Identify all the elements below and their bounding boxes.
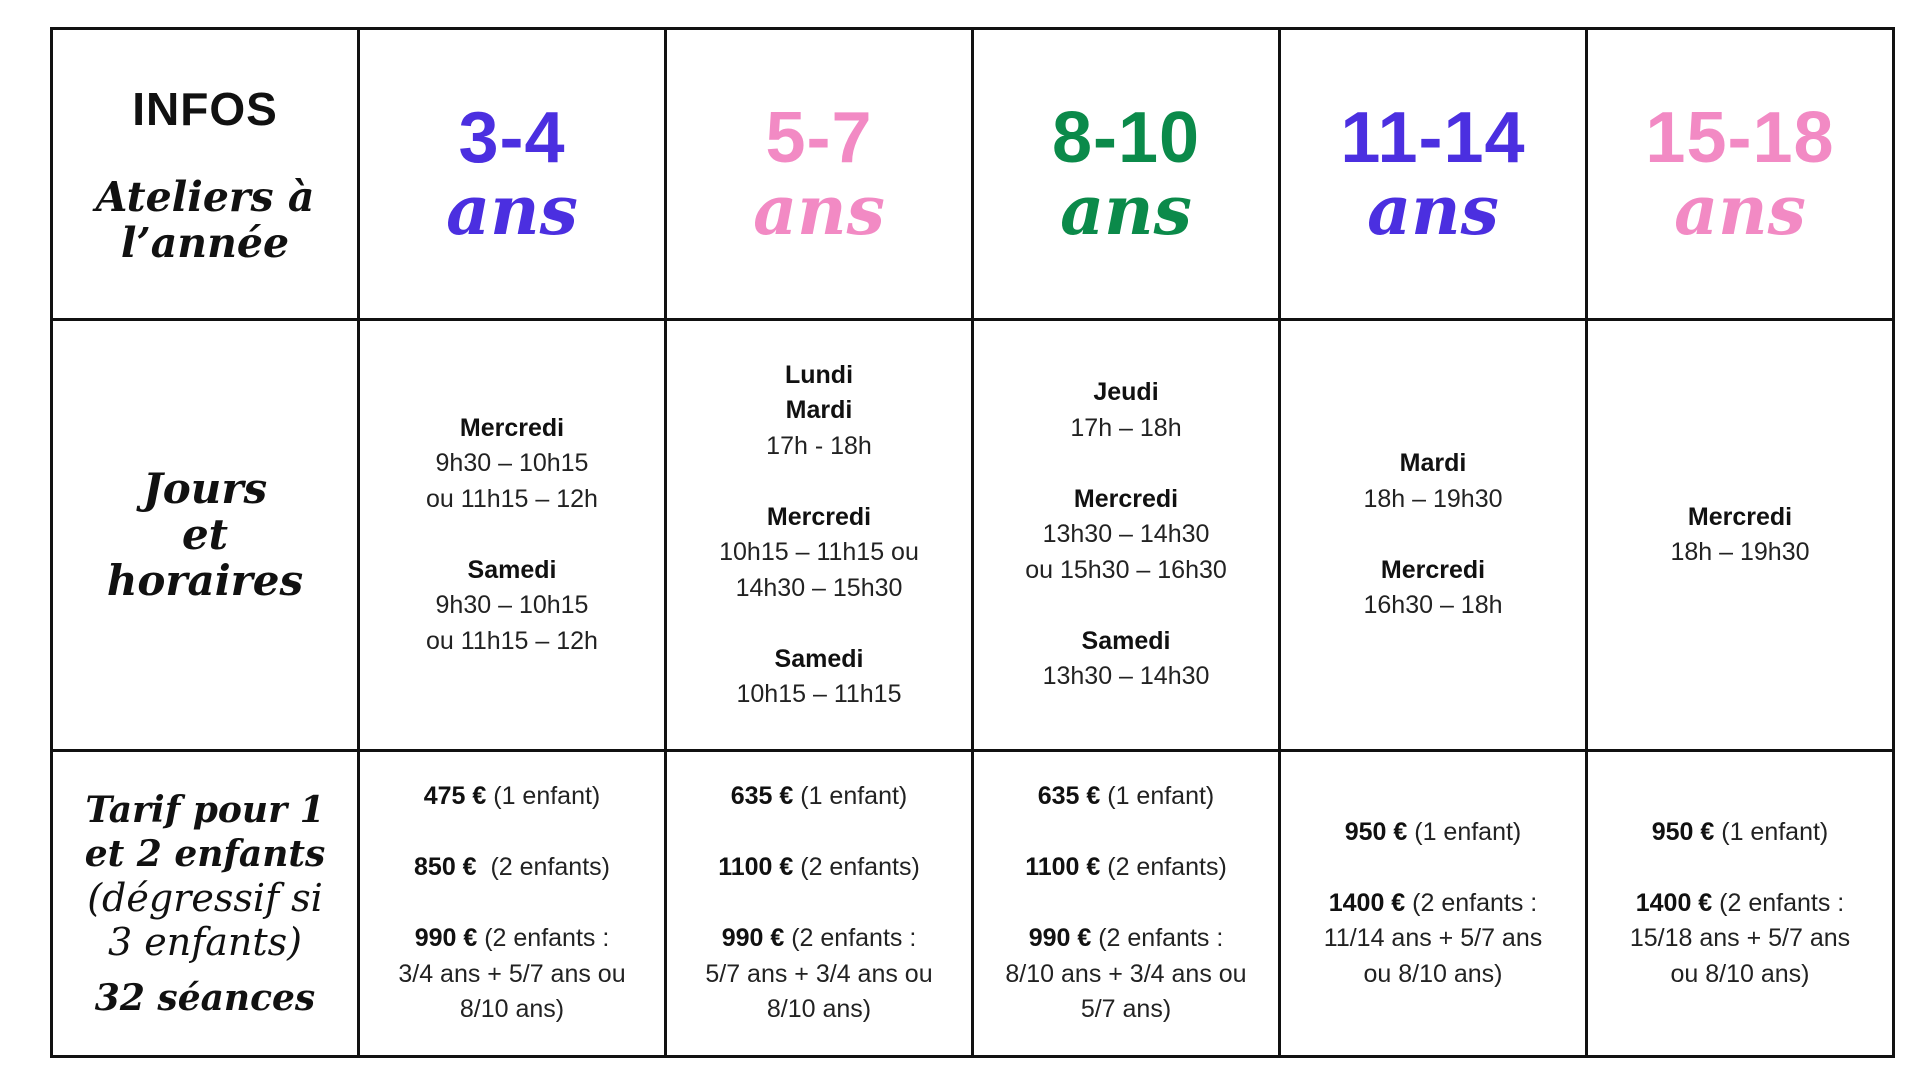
age-header-5-7: [666, 29, 973, 320]
price-label: (2 enfants :: [1405, 888, 1538, 917]
ateliers-subtitle: [53, 174, 357, 266]
price-detail: 3/4 ans + 5/7 ans ou: [398, 959, 626, 988]
price-detail: 8/10 ans): [459, 995, 565, 1024]
age-ans-label: ans: [1060, 171, 1192, 251]
price-text: [360, 779, 664, 1028]
age-header-8-10: [973, 29, 1280, 320]
price-line: [1588, 815, 1892, 851]
tarif-cell: [52, 751, 359, 1057]
price-line: [974, 921, 1278, 957]
price-amount: 950 €: [1651, 817, 1715, 846]
price-detail: 15/18 ans + 5/7 ans: [1629, 924, 1851, 953]
price-line: [1281, 815, 1585, 851]
price-amount: 990 €: [414, 924, 478, 953]
schedule-cell-8-10: [973, 320, 1280, 751]
schedule-time: 9h30 – 10h15: [435, 591, 589, 620]
price-label: (2 enfants): [476, 853, 610, 882]
price-label: (1 enfant): [486, 782, 601, 811]
price-line: [974, 779, 1278, 815]
price-label: (2 enfants :: [784, 924, 917, 953]
price-detail: 8/10 ans + 3/4 ans ou: [1005, 959, 1247, 988]
tarif-line-2: et 2 enfants: [84, 832, 326, 875]
seances-count: 32 séances: [94, 976, 316, 1019]
age-range-label: 3-4: [458, 98, 566, 178]
age-range-label: 5-7: [765, 98, 873, 178]
age-range-label: 15-18: [1645, 98, 1835, 178]
schedule-time: 13h30 – 14h30: [1042, 662, 1210, 691]
tarif-title: [53, 788, 357, 876]
price-label: (2 enfants): [1100, 853, 1227, 882]
tarif-line-3: (dégressif si: [87, 875, 323, 920]
price-line: [360, 850, 664, 886]
schedule-day: Mercredi: [1073, 484, 1179, 513]
schedule-time: 9h30 – 10h15: [435, 449, 589, 478]
schedule-time: 16h30 – 18h: [1363, 591, 1503, 620]
schedule-text: [1588, 500, 1892, 571]
price-text: [667, 779, 971, 1028]
price-detail: 8/10 ans): [766, 995, 872, 1024]
price-amount: 1400 €: [1328, 888, 1406, 917]
price-detail: 5/7 ans): [1080, 995, 1172, 1024]
price-detail: 11/14 ans + 5/7 ans: [1323, 924, 1543, 953]
price-cell-8-10: [973, 751, 1280, 1057]
price-amount: 635 €: [730, 782, 794, 811]
schedule-day: Mercredi: [1687, 502, 1793, 531]
schedule-day: Mercredi: [766, 502, 872, 531]
price-text: [1281, 815, 1585, 993]
jours-horaires-cell: [52, 320, 359, 751]
price-label: (2 enfants :: [1091, 924, 1224, 953]
schedule-day: Jeudi: [1093, 378, 1159, 407]
ateliers-line-2: l’année: [120, 219, 290, 267]
schedule-time: 18h – 19h30: [1363, 484, 1503, 513]
price-cell-3-4: [359, 751, 666, 1057]
price-detail: ou 8/10 ans): [1670, 959, 1810, 988]
price-amount: 475 €: [423, 782, 487, 811]
schedule-day: Mercredi: [1380, 555, 1486, 584]
price-amount: 990 €: [721, 924, 785, 953]
jours-horaires-label: [53, 466, 357, 604]
age-ans-label: ans: [1674, 171, 1806, 251]
price-cell-5-7: [666, 751, 973, 1057]
schedule-time: ou 11h15 – 12h: [426, 484, 598, 513]
price-line: [1281, 886, 1585, 922]
schedule-day: Mardi: [1399, 449, 1467, 478]
schedule-time: 10h15 – 11h15: [736, 680, 902, 708]
price-detail: 5/7 ans + 3/4 ans ou: [705, 959, 933, 988]
schedule-time: 10h15 – 11h15 ou: [719, 538, 919, 566]
price-line: [974, 850, 1278, 886]
price-amount: 635 €: [1037, 782, 1101, 811]
schedule-time: 14h30 – 15h30: [735, 573, 903, 602]
price-label: (2 enfants): [793, 853, 920, 882]
price-label: (1 enfant): [1714, 817, 1829, 846]
jours-line-1: Jours: [142, 464, 268, 513]
price-detail: ou 8/10 ans): [1363, 959, 1503, 988]
age-header-3-4: [359, 29, 666, 320]
price-amount: 850 €: [414, 853, 477, 882]
schedule-cell-3-4: [359, 320, 666, 751]
schedule-day: Samedi: [774, 644, 864, 673]
price-amount: 1100 €: [718, 853, 794, 882]
schedule-cell-5-7: [666, 320, 973, 751]
price-cell-15-18: [1587, 751, 1894, 1057]
schedule-cell-11-14: [1280, 320, 1587, 751]
price-label: (1 enfant): [1407, 817, 1522, 846]
pricing-schedule-table: [50, 27, 1895, 1058]
schedule-text: [667, 358, 971, 713]
price-line: [667, 850, 971, 886]
age-header-15-18: [1587, 29, 1894, 320]
schedule-time: 18h – 19h30: [1670, 538, 1810, 566]
price-line: [667, 921, 971, 957]
schedule-time: ou 11h15 – 12h: [426, 626, 598, 655]
schedule-text: [974, 375, 1278, 695]
schedule-day: Samedi: [1081, 626, 1171, 655]
price-label: (2 enfants :: [477, 924, 610, 953]
price-line: [360, 921, 664, 957]
infos-header-cell: [52, 29, 359, 320]
schedule-cell-15-18: [1587, 320, 1894, 751]
price-amount: 990 €: [1028, 924, 1092, 953]
jours-line-2: et: [181, 510, 229, 559]
price-text: [974, 779, 1278, 1028]
schedule-day: Samedi: [467, 555, 557, 584]
schedule-time: 17h - 18h: [766, 431, 872, 460]
schedule-time: 17h – 18h: [1070, 413, 1182, 442]
age-range-label: 11-14: [1340, 98, 1526, 178]
jours-line-3: horaires: [106, 556, 304, 605]
price-line: [1588, 886, 1892, 922]
age-range-label: 8-10: [1051, 98, 1201, 178]
infos-title: INFOS: [132, 83, 278, 135]
price-line: [360, 779, 664, 815]
pricing-row: [52, 751, 1894, 1057]
ateliers-line-1: Ateliers à: [95, 173, 315, 221]
age-ans-label: ans: [446, 171, 578, 251]
schedule-time: ou 15h30 – 16h30: [1025, 555, 1227, 584]
header-row: [52, 29, 1894, 320]
schedule-day: Mercredi: [459, 413, 565, 442]
price-label: (1 enfant): [1100, 782, 1215, 811]
schedule-row: [52, 320, 1894, 751]
age-header-11-14: [1280, 29, 1587, 320]
schedule-text: [1281, 446, 1585, 624]
age-ans-label: ans: [1367, 171, 1499, 251]
price-amount: 1400 €: [1635, 888, 1713, 917]
schedule-day: Mardi: [785, 396, 853, 424]
price-amount: 1100 €: [1025, 853, 1101, 882]
tarif-line-4: 3 enfants): [107, 919, 302, 964]
schedule-time: 13h30 – 14h30: [1042, 520, 1210, 549]
price-line: [667, 779, 971, 815]
tarif-line-1: Tarif pour 1: [85, 788, 325, 831]
price-amount: 950 €: [1344, 817, 1408, 846]
price-cell-11-14: [1280, 751, 1587, 1057]
price-label: (1 enfant): [793, 782, 908, 811]
tarif-note: [53, 876, 357, 964]
price-text: [1588, 815, 1892, 993]
age-ans-label: ans: [753, 171, 885, 251]
price-label: (2 enfants :: [1712, 888, 1845, 917]
schedule-day: Lundi: [784, 360, 854, 389]
schedule-text: [360, 411, 664, 660]
